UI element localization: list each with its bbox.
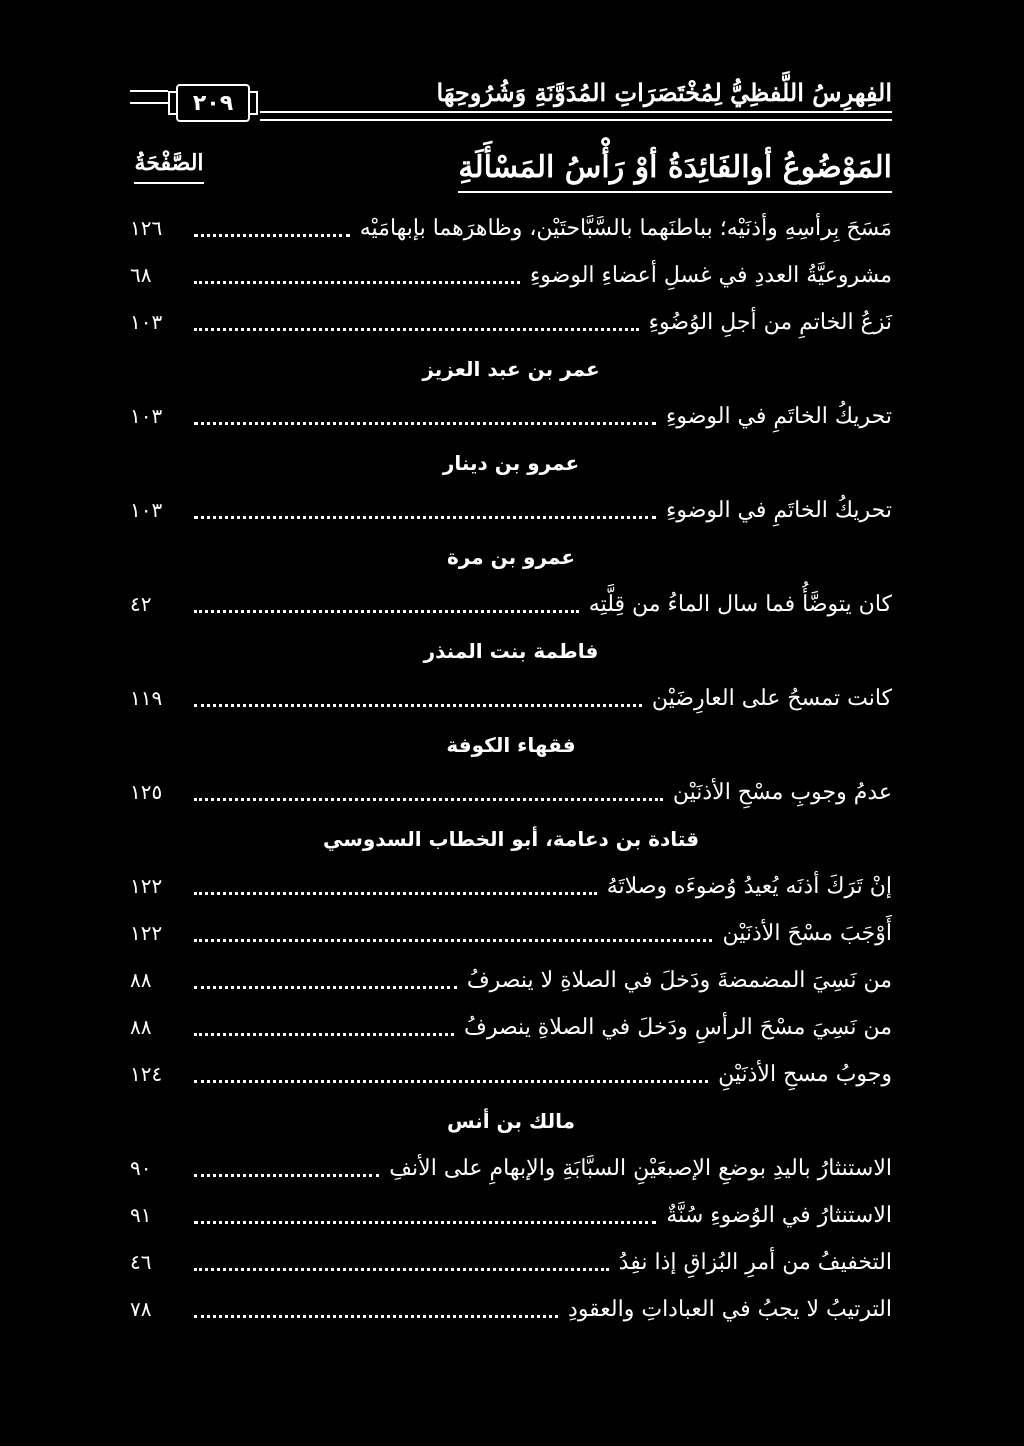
index-entry xyxy=(130,675,892,722)
leader-dots xyxy=(194,890,597,895)
entry-text: عدمُ وجوبِ مسْحِ الأذنَيْن xyxy=(672,780,892,805)
book-title: الفِهرِسُ اللَّفظِيُّ لِمُخْتَصَرَاتِ المُدَوَّنَةِ وَشُرُوحِهَا xyxy=(436,78,892,107)
entry-page: ١١٩ xyxy=(130,686,163,710)
entry-text: التخفيفُ من أمرِ البُزاقِ إذا نفِدُ xyxy=(618,1250,892,1275)
entry-text: الترتيبُ لا يجبُ في العباداتِ والعقودِ xyxy=(568,1297,892,1322)
index-entry xyxy=(130,957,892,1004)
entry-page: ١٠٣ xyxy=(130,404,163,428)
topic-column-heading: المَوْضُوعُ أوالفَائِدَةُ أوْ رَأْسُ المَسْأَلَةِ xyxy=(458,150,892,193)
entry-page: ١٠٣ xyxy=(130,310,163,334)
page-column-heading: الصَّفْحَةُ xyxy=(134,150,204,184)
leader-dots xyxy=(194,326,639,331)
index-entry xyxy=(130,1286,892,1333)
author-heading: فاطمة بنت المنذر xyxy=(423,639,599,663)
entry-text: نَزعُ الخاتمِ من أجلِ الوُضُوءِ xyxy=(648,310,892,335)
leader-dots xyxy=(194,984,457,989)
entry-page: ٨٨ xyxy=(130,968,152,992)
entry-page: ٤٢ xyxy=(130,592,152,616)
index-entry xyxy=(130,252,892,299)
index-entry xyxy=(130,1145,892,1192)
entry-page: ١٢٤ xyxy=(130,1062,163,1086)
header-rule-left xyxy=(130,90,168,104)
entry-text: وجوبُ مسحِ الأذنَيْنِ xyxy=(718,1062,892,1087)
entry-page: ١٢٢ xyxy=(130,874,163,898)
leader-dots xyxy=(194,1172,379,1177)
index-entry xyxy=(130,205,892,252)
entry-page: ٧٨ xyxy=(130,1297,152,1321)
index-entry xyxy=(130,1239,892,1286)
author-heading: قتادة بن دعامة، أبو الخطاب السدوسي xyxy=(322,827,700,851)
header-rule-right xyxy=(260,111,892,121)
leader-dots xyxy=(194,702,642,707)
entry-text: تحريكُ الخاتَمِ في الوضوءِ xyxy=(665,498,892,523)
leader-dots xyxy=(194,420,656,425)
leader-dots xyxy=(194,1078,708,1083)
index-entry xyxy=(130,299,892,346)
leader-dots xyxy=(194,279,520,284)
entry-text: إنْ تَرَكَ أذنَه يُعيدُ وُضوءَه وصلاتَهُ xyxy=(606,874,892,899)
index-entry xyxy=(130,393,892,440)
entry-page: ٤٦ xyxy=(130,1250,152,1274)
index-entry xyxy=(130,769,892,816)
leader-dots xyxy=(194,937,712,942)
page-number-frame xyxy=(176,84,250,122)
author-heading: عمرو بن مرة xyxy=(446,545,575,569)
index-entry xyxy=(130,910,892,957)
entry-text: الاستنثارُ باليدِ بوضعِ الإصبعَيْنِ السبَّابَةِ والإبهامِ على الأنفِ xyxy=(389,1156,892,1181)
entry-text: مشروعيَّةُ العددِ في غسلِ أعضاءِ الوضوءِ xyxy=(529,263,892,288)
leader-dots xyxy=(194,608,579,613)
author-heading: فقهاء الكوفة xyxy=(446,733,576,757)
entry-text: مَسَحَ بِرأسِهِ وأذنَيْه؛ بباطنَهما بالسَّبَّاحتَيْن، وظاهرَهما بإبهامَيْه xyxy=(359,216,892,241)
entry-text: من نَسِيَ مسْحَ الرأسِ ودَخلَ في الصلاةِ ينصرفُ xyxy=(464,1015,892,1040)
index-entry xyxy=(130,1004,892,1051)
index-entry xyxy=(130,1051,892,1098)
leader-dots xyxy=(194,1313,558,1318)
entry-page: ١٠٣ xyxy=(130,498,163,522)
index-entry xyxy=(130,1192,892,1239)
page-header xyxy=(130,78,892,128)
entry-page: ٦٨ xyxy=(130,263,152,287)
entry-text: كانت تمسحُ على العارِضَيْن xyxy=(651,686,892,711)
entry-text: تحريكُ الخاتَمِ في الوضوءِ xyxy=(665,404,892,429)
author-heading: عمر بن عبد العزيز xyxy=(422,357,600,381)
entry-text: كان يتوضَّأُ فما سال الماءُ من قِلَّتِه xyxy=(588,592,892,617)
index-list xyxy=(130,205,892,1333)
index-entry xyxy=(130,863,892,910)
entry-text: أَوْجَبَ مسْحَ الأذنَيْن xyxy=(722,921,892,946)
entry-page: ١٢٥ xyxy=(130,780,163,804)
leader-dots xyxy=(194,796,663,801)
leader-dots xyxy=(194,1031,454,1036)
leader-dots xyxy=(194,1266,609,1271)
index-entry xyxy=(130,581,892,628)
entry-page: ٩٠ xyxy=(130,1156,152,1180)
page-number: ٢٠٩ xyxy=(192,90,234,116)
leader-dots xyxy=(194,514,656,519)
index-entry xyxy=(130,487,892,534)
entry-text: من نَسِيَ المضمضةَ ودَخلَ في الصلاةِ لا ينصرفُ xyxy=(466,968,892,993)
entry-page: ٩١ xyxy=(130,1203,152,1227)
entry-text: الاستنثارُ في الوُضوءِ سُنَّةٌ xyxy=(666,1203,892,1228)
author-heading: مالك بن أنس xyxy=(446,1109,576,1133)
entry-page: ١٢٢ xyxy=(130,921,163,945)
entry-page: ٨٨ xyxy=(130,1015,152,1039)
author-heading: عمرو بن دينار xyxy=(442,451,580,475)
leader-dots xyxy=(194,232,350,237)
leader-dots xyxy=(194,1219,656,1224)
entry-page: ١٢٦ xyxy=(130,216,163,240)
